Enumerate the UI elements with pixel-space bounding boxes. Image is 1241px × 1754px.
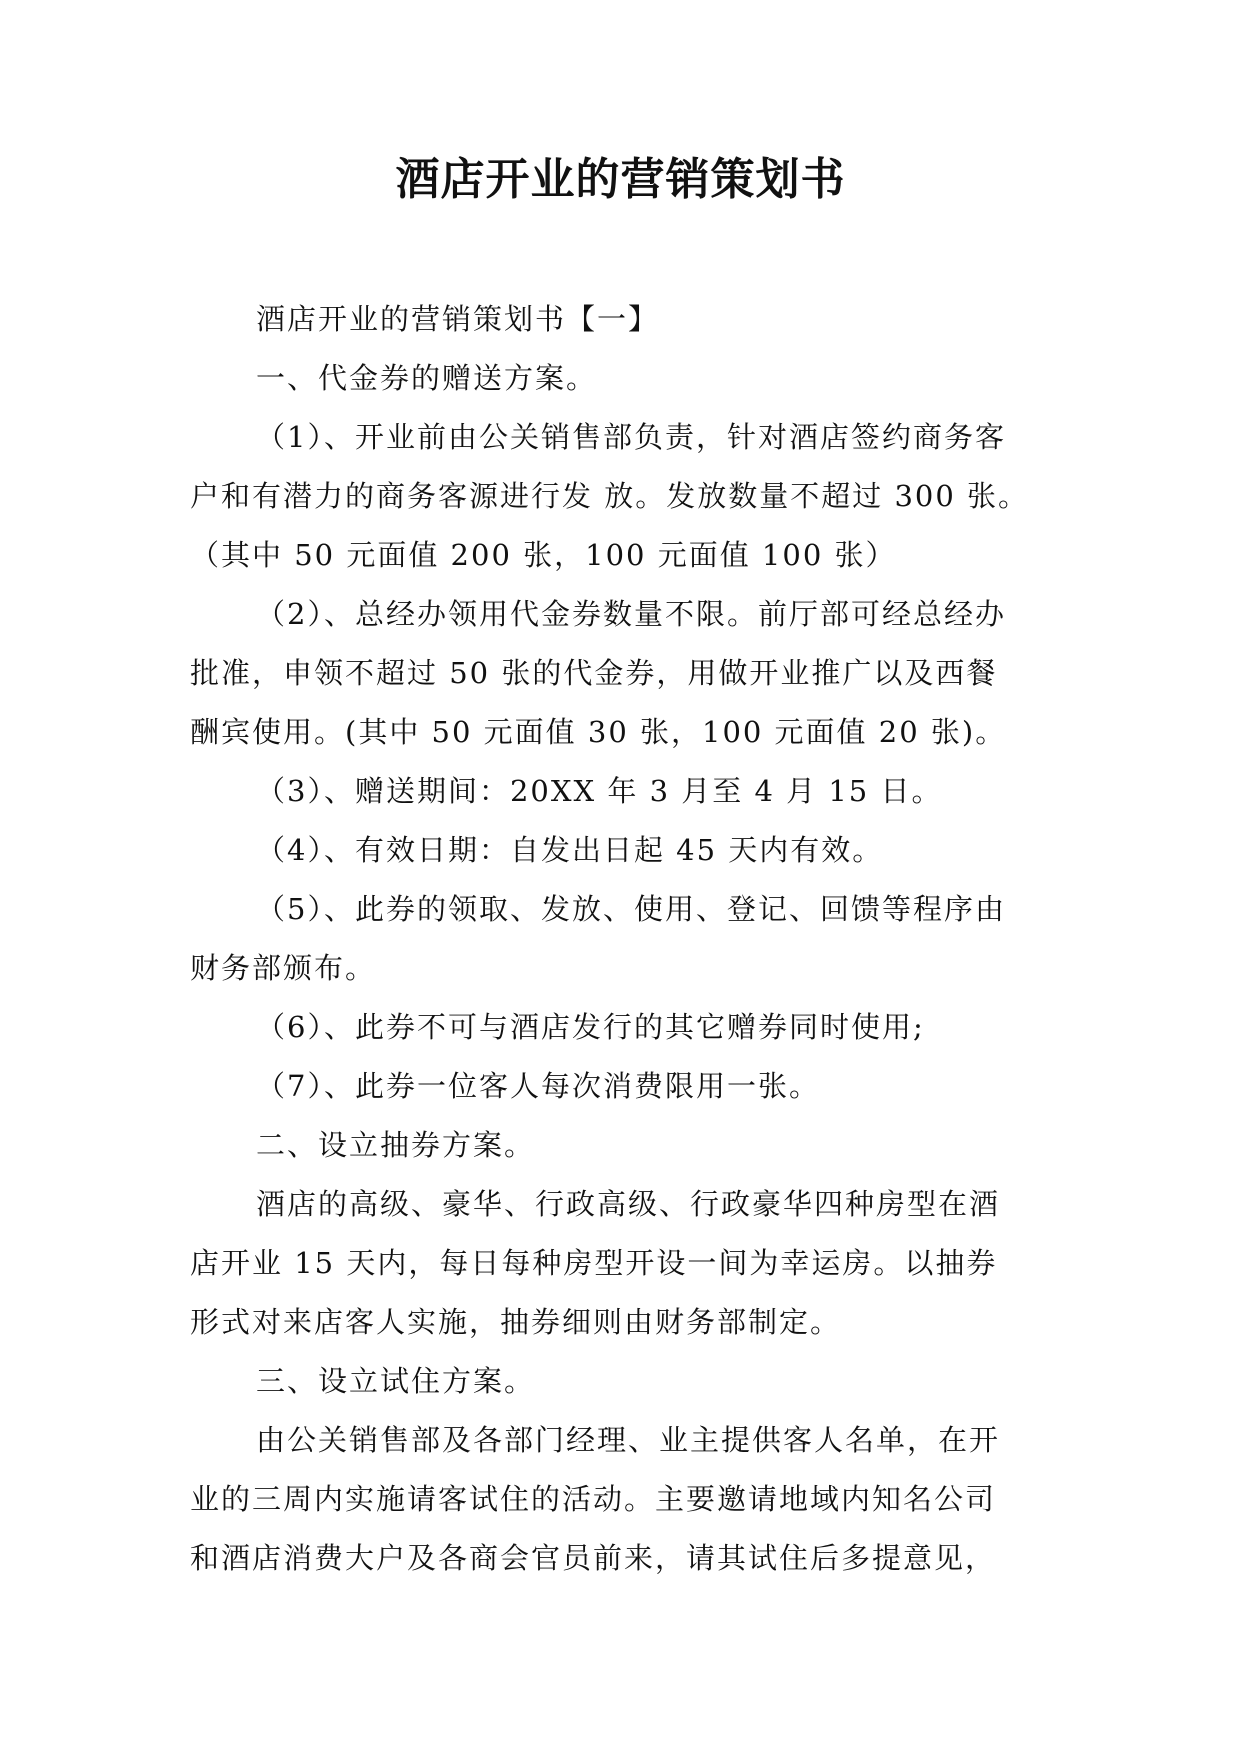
paragraph-line: 二、设立抽券方案。 [256,1128,536,1162]
paragraph-line: （1）、开业前由公关销售部负责，针对酒店签约商务客 [256,420,1006,454]
paragraph-line: （3）、赠送期间：20XX 年 3 月至 4 月 15 日。 [256,774,943,808]
paragraph-line: （4）、有效日期：自发出日起 45 天内有效。 [256,833,884,867]
paragraph-line: （5）、此券的领取、发放、使用、登记、回馈等程序由 [256,892,1006,926]
section-heading: 酒店开业的营销策划书【一】 [256,302,660,336]
paragraph-line: （其中 50 元面值 200 张，100 元面值 100 张） [190,538,897,572]
paragraph-line: 店开业 15 天内，每日每种房型开设一间为幸运房。以抽券 [190,1246,998,1280]
paragraph-line: 和酒店消费大户及各商会官员前来，请其试住后多提意见， [190,1541,997,1575]
paragraph-line: 由公关销售部及各部门经理、业主提供客人名单，在开 [256,1423,1001,1457]
document-body [190,290,1090,1588]
paragraph-line: 形式对来店客人实施，抽券细则由财务部制定。 [190,1305,842,1339]
paragraph-line: 酒店的高级、豪华、行政高级、行政豪华四种房型在酒 [256,1187,1001,1221]
document-title: 酒店开业的营销策划书 [395,154,846,205]
paragraph-line: 财务部颁布。 [190,951,377,985]
paragraph-line: （7）、此券一位客人每次消费限用一张。 [256,1069,820,1103]
paragraph-line: 业的三周内实施请客试住的活动。主要邀请地域内知名公司 [190,1482,997,1516]
paragraph-line: 户和有潜力的商务客源进行发 放。发放数量不超过 300 张。 [190,479,1030,513]
paragraph-line: （2）、总经办领用代金券数量不限。前厅部可经总经办 [256,597,1006,631]
paragraph-line: 一、代金券的赠送方案。 [256,361,598,395]
paragraph-line: 酬宾使用。(其中 50 元面值 30 张，100 元面值 20 张)。 [190,715,1007,749]
paragraph-line: 批准，申领不超过 50 张的代金券，用做开业推广以及西餐 [190,656,998,690]
paragraph-line: （6）、此券不可与酒店发行的其它赠券同时使用; [256,1010,925,1044]
paragraph-line: 三、设立试住方案。 [256,1364,536,1398]
